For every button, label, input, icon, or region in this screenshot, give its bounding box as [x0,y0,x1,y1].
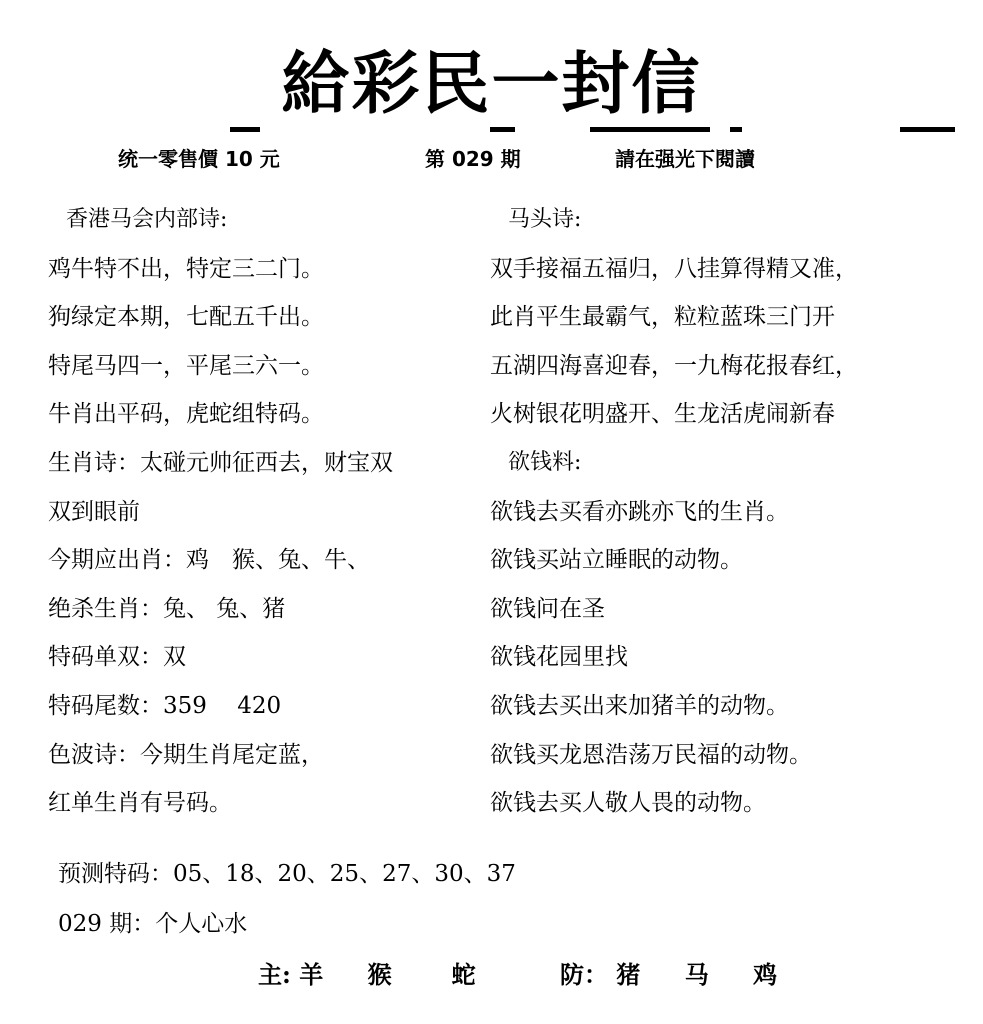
horse-poem-line: 此肖平生最霸气，粒粒蓝珠三门开 [490,304,835,331]
wish-line: 欲钱花园里找 [490,644,628,671]
tail-numbers: 特码尾数：359 420 [48,692,282,719]
horse-poem-line: 火树银花明盛开、生龙活虎闹新春 [490,401,835,428]
hk-poem-line: 狗绿定本期，七配五千出。 [48,304,324,331]
issue-note: 029 期：个人心水 [58,911,248,937]
reading-note: 請在强光下閱讀 [615,147,755,171]
wish-line: 欲钱买站立睡眠的动物。 [490,547,743,574]
current-zodiac: 今期应出肖：鸡 猴、兔、牛、 [48,547,370,574]
left-column [48,196,488,828]
right-column [490,196,960,828]
wish-line: 欲钱买龙恩浩荡万民福的动物。 [490,741,812,768]
wish-line: 欲钱问在圣 [490,595,605,622]
zodiac-poem-line-2: 双到眼前 [48,498,140,525]
main-label: 主: [258,960,291,989]
defend-values: 猪 马 鸡 [616,960,796,989]
odd-even: 特码单双：双 [48,644,186,671]
issue-label: 第 029 期 [425,147,521,171]
wish-line: 欲钱去买看亦跳亦飞的生肖。 [490,498,789,525]
wish-line: 欲钱去买人敬人畏的动物。 [490,790,766,817]
zodiac-poem-line-1: 生肖诗：太碰元帅征西去，财宝双 [48,449,393,476]
page-title: 給彩民一封信 [281,45,702,124]
horse-poem-heading: 马头诗: [508,207,582,232]
defend-label: 防： [560,960,608,989]
defend-picks [560,955,795,990]
wish-heading: 欲钱料: [508,449,582,475]
wish-line: 欲钱去买出来加猪羊的动物。 [490,692,789,719]
horse-poem-line: 双手接福五福归，八挂算得精又准， [490,255,858,282]
price-label: 统一零售價 10 元 [118,147,280,171]
horse-poem-line: 五湖四海喜迎春，一九梅花报春红， [490,352,858,379]
color-poem-line-2: 红单生肖有号码。 [48,790,232,817]
color-poem-line-1: 色波诗：今期生肖尾定蓝， [48,741,324,768]
main-values: 羊 猴 蛇 [299,960,494,989]
prediction-line: 预测特码：05、18、20、25、27、30、37 [58,861,516,887]
hk-poem-line: 鸡牛特不出，特定三二门。 [48,255,324,282]
hk-poem-heading: 香港马会内部诗: [66,207,228,232]
kill-zodiac: 绝杀生肖：兔、 兔、猪 [48,595,286,622]
main-picks [258,955,494,990]
hk-poem-line: 特尾马四一，平尾三六一。 [48,352,324,379]
hk-poem-line: 牛肖出平码，虎蛇组特码。 [48,401,324,428]
